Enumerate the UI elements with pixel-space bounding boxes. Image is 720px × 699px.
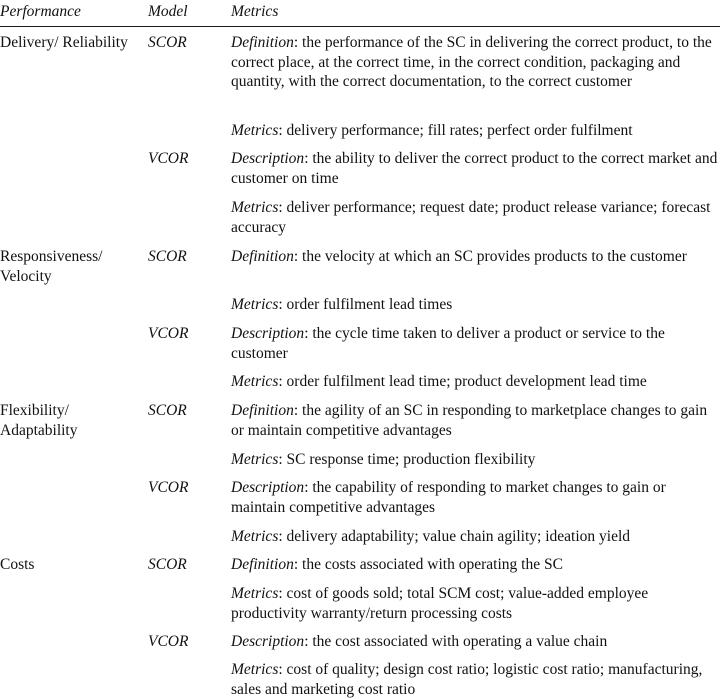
vcor-delivery-description: Description: the ability to deliver the correct product to the correct market and customer on time — [231, 150, 718, 187]
vcor-flexibility-metrics: Metrics: delivery adaptability; value chain agility; ideation yield — [231, 528, 631, 545]
scor-flexibility-metrics: Metrics: SC response time; production flexibility — [231, 451, 536, 468]
performance-costs: Costs — [0, 556, 35, 573]
vcor-flexibility-description: Description: the capability of responding to market changes to gain or maintain competitive advantages — [231, 479, 666, 516]
header-model: Model — [148, 3, 188, 20]
model-vcor: VCOR — [148, 150, 189, 167]
performance-delivery: Delivery/ Reliability — [0, 34, 128, 51]
model-vcor: VCOR — [148, 479, 189, 496]
vcor-costs-metrics: Metrics: cost of quality; design cost ratio; logistic cost ratio; manufacturing, sales and marketing cost ratio — [231, 661, 703, 698]
scor-delivery-metrics: Metrics: delivery performance; fill rates; perfect order fulfilment — [231, 122, 633, 139]
model-vcor: VCOR — [148, 633, 189, 650]
header-metrics: Metrics — [231, 3, 279, 20]
vcor-costs-description: Description: the cost associated with operating a value chain — [231, 633, 608, 650]
model-scor: SCOR — [148, 402, 187, 419]
model-scor: SCOR — [148, 34, 187, 51]
vcor-responsiveness-metrics: Metrics: order fulfilment lead time; product development lead time — [231, 373, 647, 390]
model-vcor: VCOR — [148, 325, 189, 342]
model-scor: SCOR — [148, 248, 187, 265]
vcor-responsiveness-description: Description: the cycle time taken to deliver a product or service to the customer — [231, 325, 665, 362]
scor-flexibility-definition: Definition: the agility of an SC in responding to marketplace changes to gain or maintain competitive advantages — [231, 402, 708, 439]
scor-costs-definition: Definition: the costs associated with operating the SC — [231, 556, 563, 573]
scor-costs-metrics: Metrics: cost of goods sold; total SCM cost; value-added employee productivity warranty/return processing costs — [231, 585, 649, 622]
scor-responsiveness-metrics: Metrics: order fulfilment lead times — [231, 296, 453, 313]
vcor-delivery-metrics: Metrics: deliver performance; request date; product release variance; forecast accuracy — [231, 199, 711, 236]
performance-flexibility: Flexibility/ Adaptability — [0, 402, 78, 439]
scor-responsiveness-definition: Definition: the velocity at which an SC provides products to the customer — [231, 248, 687, 265]
scor-delivery-definition: Definition: the performance of the SC in delivering the correct product, to the correct place, at the correct time, in the correct condition, packaging and quantity, with the correct documentation, to the correct customer — [231, 34, 712, 90]
header-rule — [0, 26, 720, 27]
header-performance: Performance — [0, 3, 81, 20]
model-scor: SCOR — [148, 556, 187, 573]
performance-responsiveness: Responsiveness/ Velocity — [0, 248, 103, 285]
